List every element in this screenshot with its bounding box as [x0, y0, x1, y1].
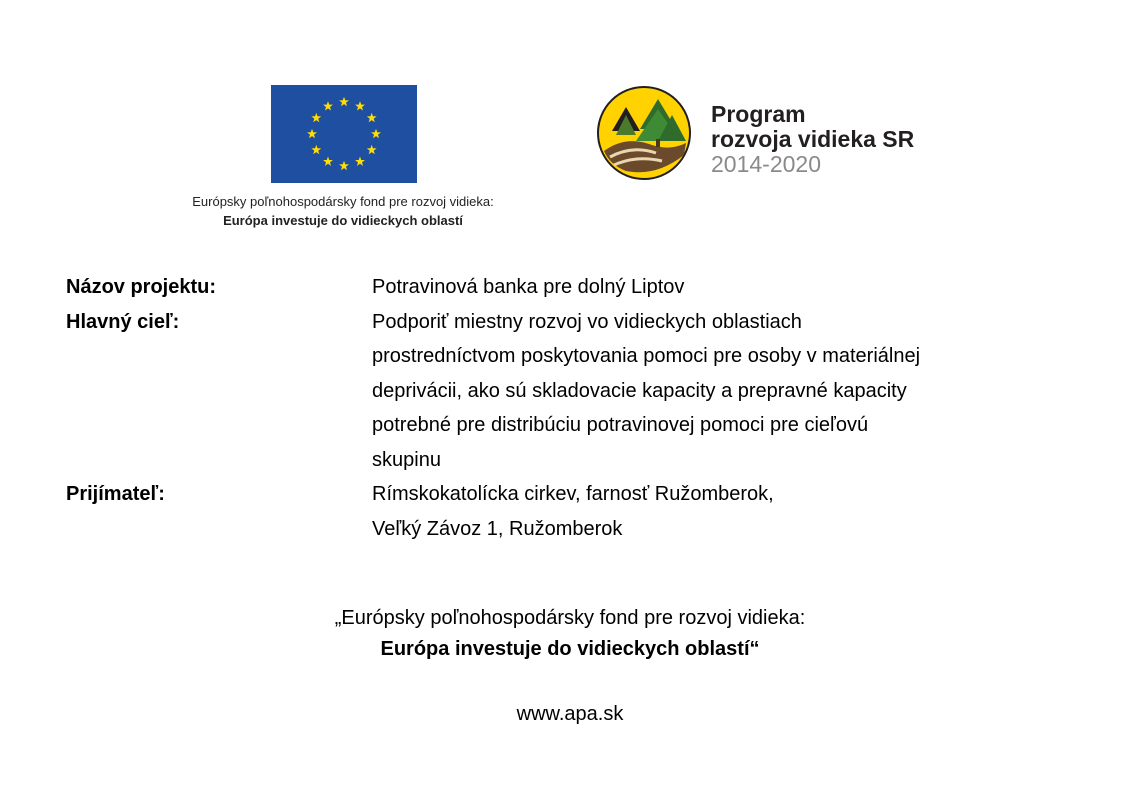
- prv-title-years: 2014-2020: [711, 151, 821, 177]
- project-goal-row: [66, 305, 1076, 478]
- goal-line: Podporiť miestny rozvoj vo vidieckych oblastiach: [372, 310, 802, 333]
- goal-line: skupinu: [372, 448, 441, 471]
- project-info: [66, 270, 1076, 546]
- eu-caption-line1: Európsky poľnohospodársky fond pre rozvoj vidieka:: [192, 194, 494, 209]
- prv-logo: [596, 85, 976, 185]
- recipient-line: Rímskokatolícka cirkev, farnosť Ružomberok,: [372, 483, 774, 505]
- project-recipient-row: [66, 477, 1076, 546]
- eu-logo: [163, 85, 523, 235]
- footer-url-link[interactable]: www.apa.sk: [516, 703, 624, 725]
- project-recipient-value: [372, 477, 1076, 546]
- rural-development-badge-icon: [596, 85, 692, 181]
- footer-slogan-line1: „Európsky poľnohospodársky fond pre rozvoj vidieka:: [334, 607, 806, 629]
- project-recipient-label: Prijímateľ:: [66, 483, 165, 505]
- project-name-row: [66, 270, 1076, 305]
- recipient-line: Veľký Závoz 1, Ružomberok: [372, 517, 623, 540]
- project-goal-label: Hlavný cieľ:: [66, 310, 180, 333]
- goal-line: deprivácii, ako sú skladovacie kapacity a prepravné kapacity: [372, 379, 907, 402]
- eu-flag-icon: [271, 85, 417, 183]
- prv-title: [711, 102, 914, 177]
- eu-caption: [163, 192, 523, 230]
- prv-title-line2: rozvoja vidieka SR: [711, 126, 915, 152]
- project-name-label: Názov projektu:: [66, 276, 217, 298]
- project-goal-value: [372, 305, 1076, 478]
- eu-caption-line2: Európa investuje do vidieckych oblastí: [223, 213, 463, 228]
- goal-line: potrebné pre distribúciu potravinovej pomoci pre cieľovú: [372, 414, 869, 436]
- footer-slogan-line2: Európa investuje do vidieckych oblastí“: [380, 638, 760, 660]
- footer-slogan: [0, 603, 1140, 665]
- goal-line: prostredníctvom poskytovania pomoci pre osoby v materiálnej: [372, 345, 921, 367]
- project-name-value: Potravinová banka pre dolný Liptov: [372, 276, 685, 298]
- prv-title-line1: Program: [711, 101, 806, 127]
